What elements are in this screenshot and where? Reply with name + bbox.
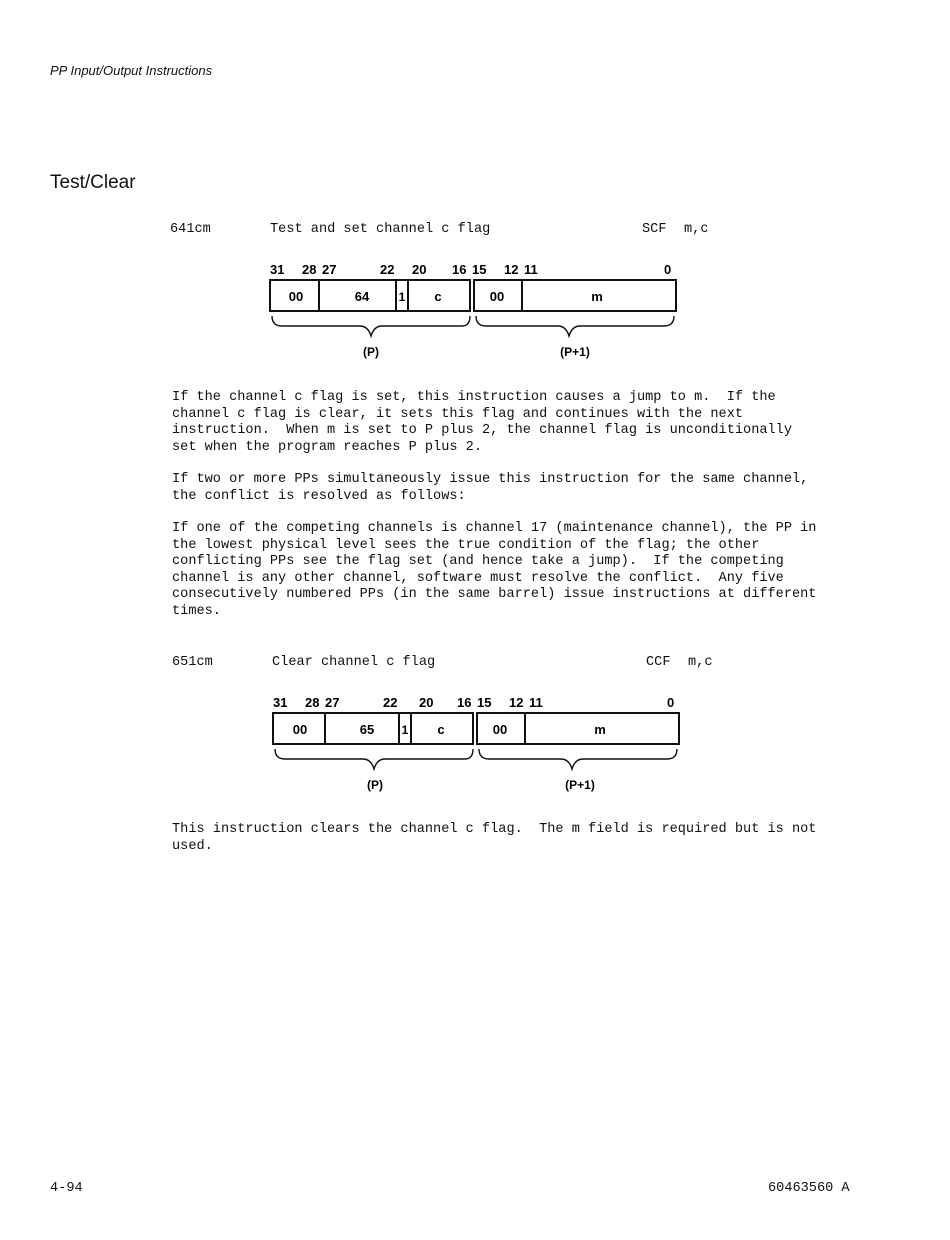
field-value: 64 — [354, 289, 370, 304]
scf-paragraph-2: If two or more PPs simultaneously issue this instruction for the same channel, the conflict is resolved as follows: — [172, 472, 809, 504]
bit-label: 28 — [302, 262, 317, 277]
ccf-paragraph-1: This instruction clears the channel c flag. The m field is required but is not used. — [172, 822, 817, 854]
bit-label: 31 — [273, 695, 288, 710]
field-value: c — [434, 289, 442, 304]
bit-label: 12 — [509, 695, 524, 710]
bit-label: 16 — [457, 695, 472, 710]
bit-label: 20 — [419, 695, 434, 710]
bit-label: 27 — [325, 695, 340, 710]
word-box-p1 — [477, 713, 679, 744]
bit-label: 16 — [452, 262, 467, 277]
brace-p — [275, 749, 473, 769]
field-value: 1 — [401, 723, 409, 737]
mnemonic: CCF — [646, 655, 671, 670]
opcode: 641cm — [170, 222, 211, 237]
bit-label: 12 — [504, 262, 519, 277]
instruction-description: Test and set channel c flag — [270, 222, 491, 237]
bit-label: 20 — [412, 262, 427, 277]
instruction-description: Clear channel c flag — [272, 655, 436, 670]
brace-p1 — [479, 749, 677, 769]
word-label-p1: (P+1) — [560, 345, 590, 359]
running-header: PP Input/Output Instructions — [50, 63, 213, 78]
field-value: 00 — [489, 289, 505, 304]
opcode: 651cm — [172, 655, 213, 670]
field-value: 1 — [398, 290, 406, 304]
field-value: 00 — [288, 289, 304, 304]
bit-label: 15 — [472, 262, 487, 277]
scf-paragraph-1: If the channel c flag is set, this instruction causes a jump to m. If the channel c flag is clear, it sets this flag and continues with the next instruction. When m is set to P plus 2, the channel flag is unconditionally set when the program reaches P plus 2. — [172, 390, 792, 455]
field-value: m — [591, 289, 603, 304]
field-value: m — [594, 722, 606, 737]
bit-label: 11 — [529, 695, 543, 710]
bit-label: 22 — [380, 262, 395, 277]
field-value: 00 — [492, 722, 508, 737]
operands: m,c — [688, 655, 713, 670]
bit-label: 27 — [322, 262, 337, 277]
operands: m,c — [684, 222, 709, 237]
bit-label: 11 — [524, 262, 538, 277]
bit-label: 28 — [305, 695, 320, 710]
mnemonic: SCF — [642, 222, 667, 237]
field-value: c — [437, 722, 445, 737]
word-label-p: (P) — [367, 778, 383, 792]
bit-label: 0 — [667, 695, 675, 710]
word-label-p: (P) — [363, 345, 379, 359]
document-number: 60463560 A — [768, 1181, 850, 1196]
bit-label: 31 — [270, 262, 285, 277]
bit-label: 15 — [477, 695, 492, 710]
field-value: 00 — [292, 722, 308, 737]
scf-paragraph-3: If one of the competing channels is channel 17 (maintenance channel), the PP in the lowest physical level sees the true condition of the flag; the other conflicting PPs see the flag set (and hence take a jump). If the competing channel is any other channel, software must resolve the conflict. Any five consecutively numbered PPs (in the same barrel) issue instructions at different times. — [172, 521, 817, 619]
bit-label: 22 — [383, 695, 398, 710]
page-number: 4-94 — [50, 1181, 83, 1196]
section-title: Test/Clear — [50, 172, 136, 193]
field-value: 65 — [359, 722, 375, 737]
word-label-p1: (P+1) — [565, 778, 595, 792]
bit-label: 0 — [664, 262, 672, 277]
